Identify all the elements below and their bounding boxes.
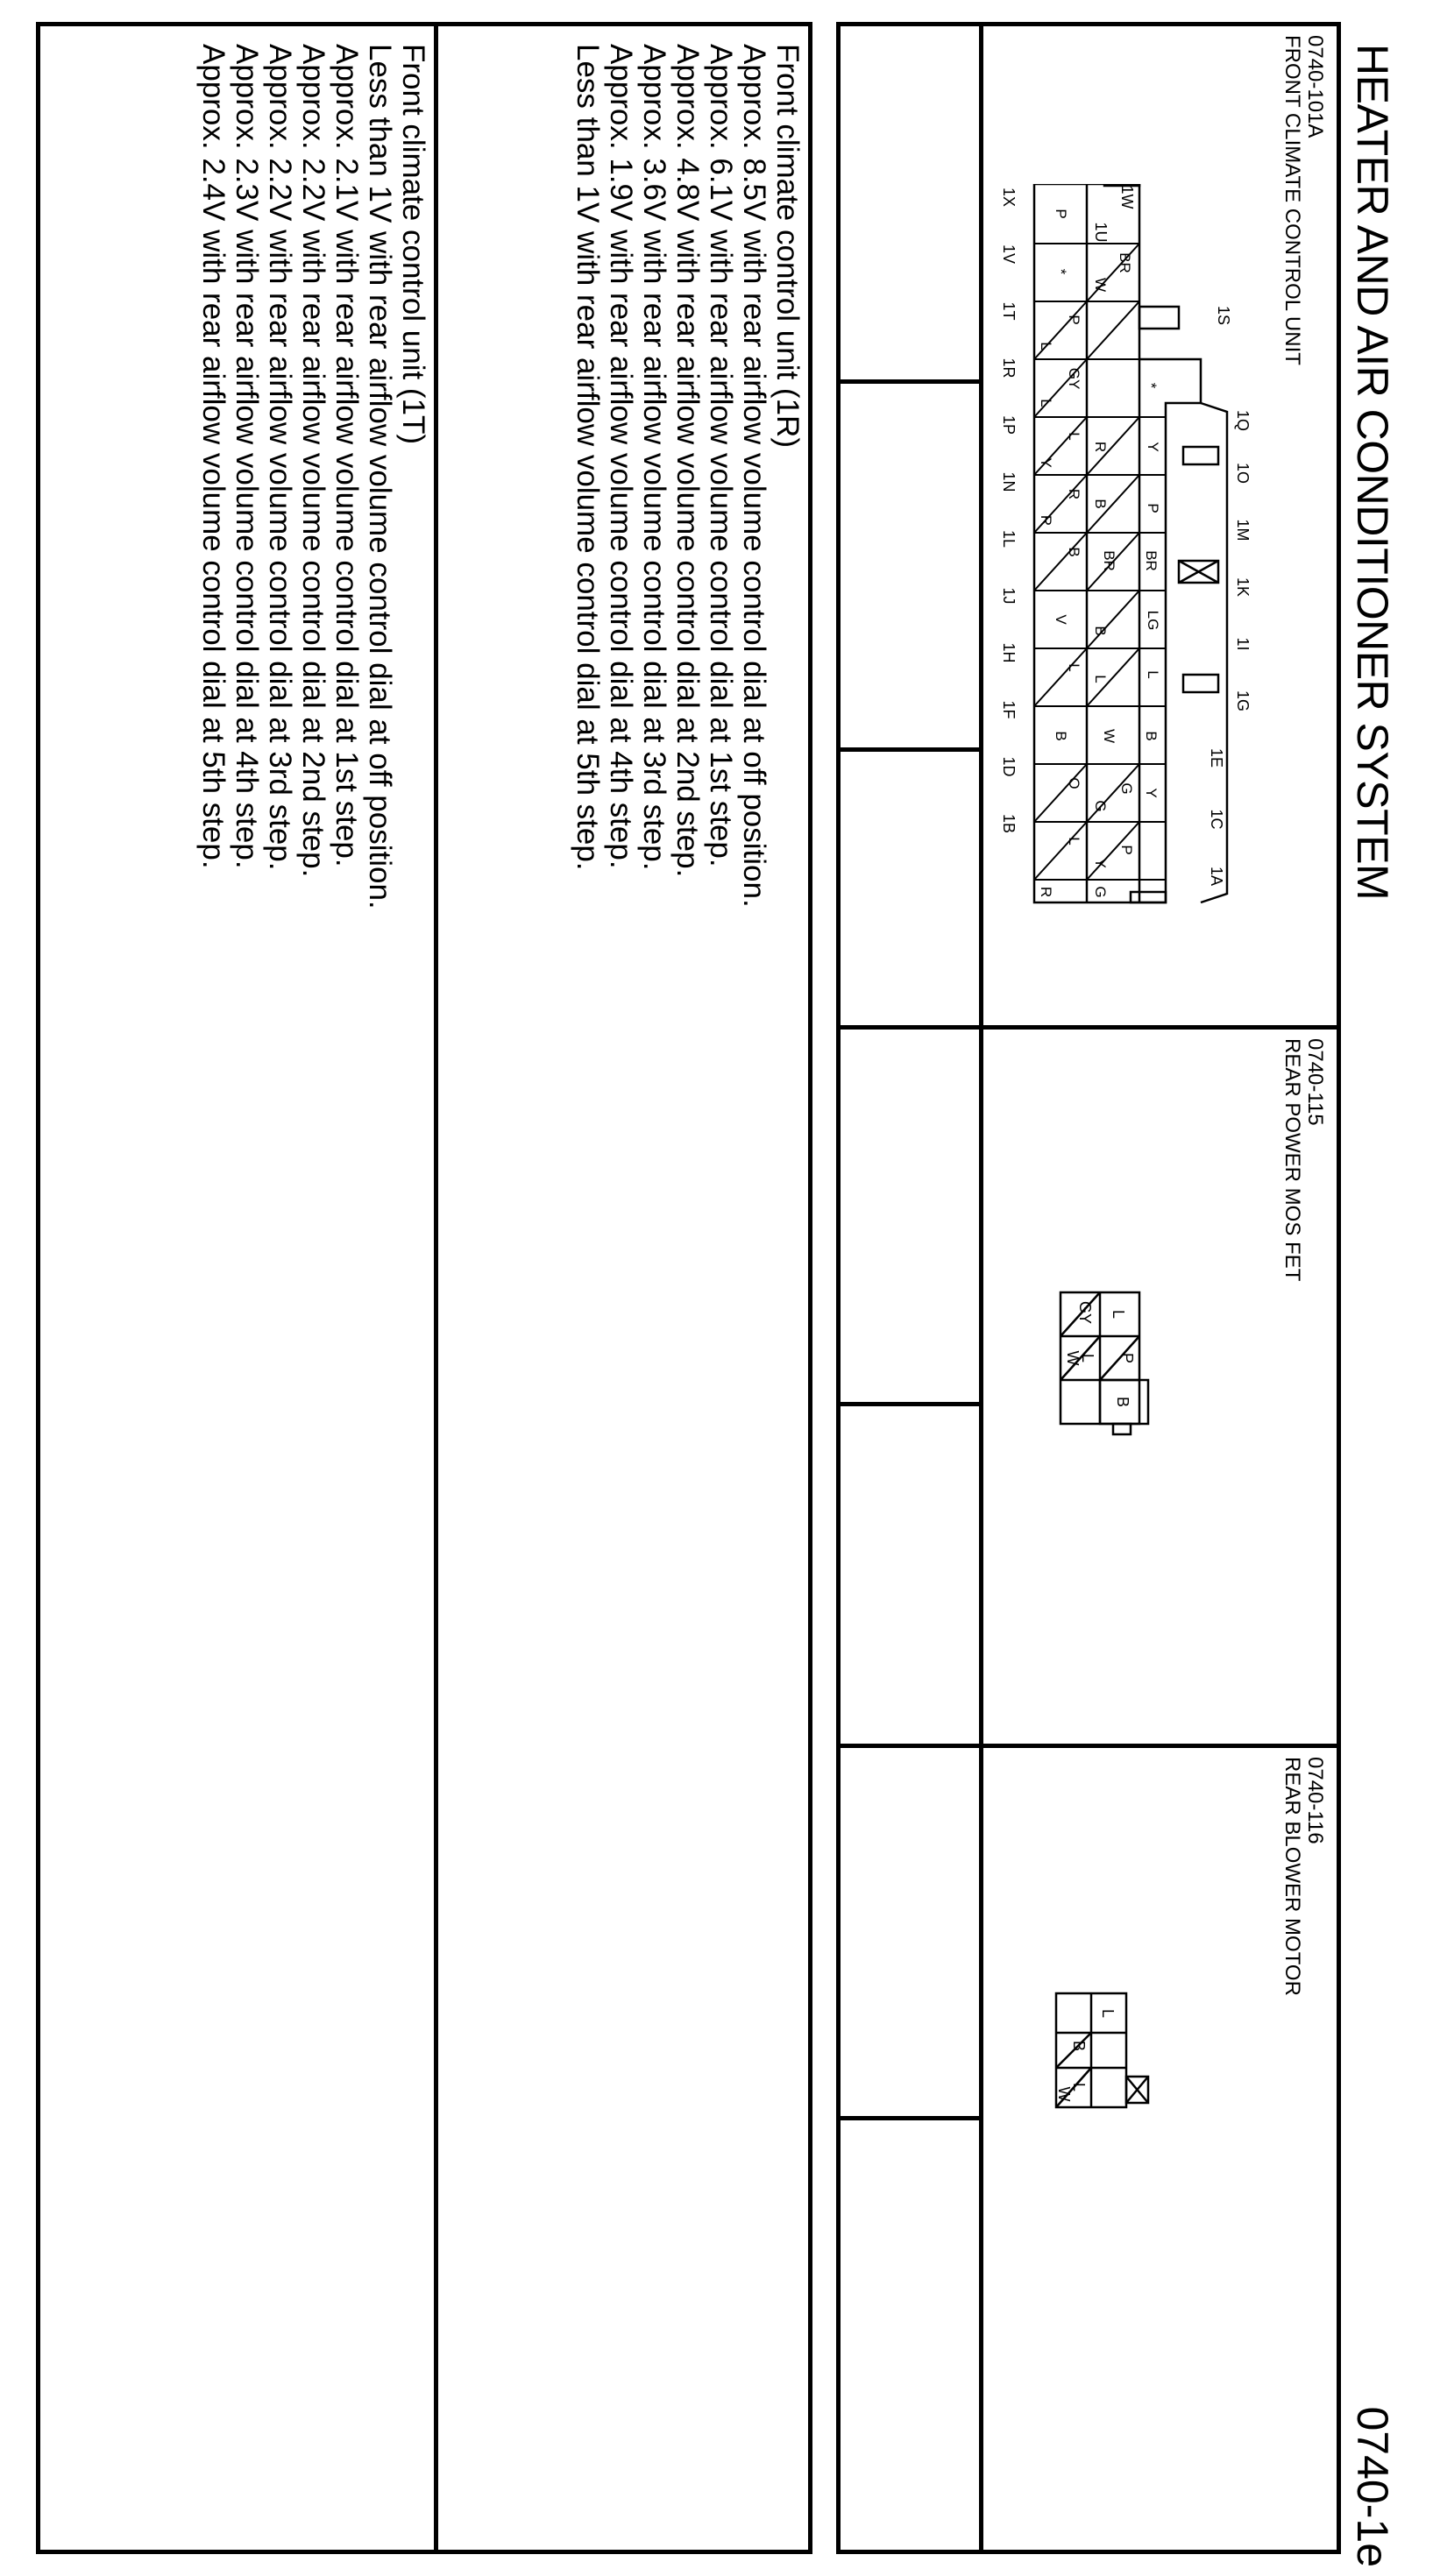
connector-table xyxy=(836,22,1341,2554)
wire-color: G xyxy=(1092,800,1109,812)
connector-code: 0740-101A xyxy=(1303,35,1327,138)
column-divider xyxy=(841,747,983,752)
column-divider xyxy=(841,379,983,384)
pin-number: 1I xyxy=(1234,637,1252,651)
wire-color: BR xyxy=(1143,550,1160,571)
wire-color: L xyxy=(1145,670,1161,679)
note-line: Approx. 2.2V with rear airflow volume control dial at 3rd step. xyxy=(263,44,297,871)
note-line: Approx. 3.6V with rear airflow volume control dial at 3rd step. xyxy=(637,44,671,871)
wire-color: BR xyxy=(1117,252,1133,273)
connector-name: REAR BLOWER MOTOR xyxy=(1280,1757,1304,1996)
pin-number: 1K xyxy=(1234,577,1252,598)
pin-number: 1L xyxy=(1000,529,1018,548)
wire-color: P xyxy=(1053,209,1069,219)
wire-color: Y xyxy=(1143,788,1160,798)
pin-number: 1S xyxy=(1215,305,1232,326)
column-divider xyxy=(841,1402,983,1406)
note-line: Approx. 8.5V with rear airflow volume control dial at off position. xyxy=(737,44,771,908)
wire-color: L xyxy=(1038,399,1054,407)
pin-number: 1F xyxy=(1000,700,1018,719)
wire-color: W xyxy=(1101,728,1117,744)
wire-color: Y xyxy=(1038,457,1054,468)
rear-blower-motor-connector xyxy=(1043,1989,1166,2164)
wire-color: B xyxy=(1066,547,1082,557)
wire-color: B xyxy=(1053,731,1069,741)
wire-color: W xyxy=(1064,1350,1082,1366)
pin-number: 1X xyxy=(1000,187,1018,208)
note-line: Approx. 2.4V with rear airflow volume control dial at 5th step. xyxy=(196,44,231,869)
table-divider xyxy=(979,26,983,2550)
pin-number: 1D xyxy=(1000,756,1018,777)
wire-color: B xyxy=(1070,2040,1088,2052)
wire-color: W xyxy=(1055,2086,1073,2102)
wire-color: W xyxy=(1092,277,1109,293)
wire-color: L xyxy=(1070,2082,1088,2092)
connector-name: FRONT CLIMATE CONTROL UNIT xyxy=(1280,35,1304,365)
wire-color: GY xyxy=(1076,1300,1094,1325)
wire-color: G xyxy=(1118,782,1135,795)
note-line: Approx. 2.1V with rear airflow volume control dial at 1st step. xyxy=(330,44,364,867)
wire-color: B xyxy=(1092,499,1109,509)
pin-number: 1R xyxy=(1000,357,1018,379)
wire-color: V xyxy=(1053,614,1069,625)
note-1R xyxy=(571,44,804,908)
wire-color: LG xyxy=(1145,610,1161,631)
wire-color: * xyxy=(1143,382,1160,389)
pin-number: 1B xyxy=(1000,813,1018,834)
wire-color: P xyxy=(1118,1352,1136,1364)
pin-number: 1T xyxy=(1000,301,1018,321)
note-line: Approx. 1.9V with rear airflow volume control dial at 4th step. xyxy=(604,44,638,869)
wire-color: L xyxy=(1092,675,1109,683)
wire-color: BR xyxy=(1101,550,1117,571)
pin-number: 1J xyxy=(1000,587,1018,605)
connector-code: 0740-115 xyxy=(1303,1038,1327,1126)
wire-color: L xyxy=(1066,837,1082,846)
wire-color: P xyxy=(1066,315,1082,325)
column-divider xyxy=(841,2116,983,2120)
note-heading: Front climate control unit (1R) xyxy=(770,44,805,448)
note-line: Approx. 6.1V with rear airflow volume control dial at 1st step. xyxy=(704,44,738,867)
pin-number: 1W xyxy=(1118,185,1136,209)
wire-color: B xyxy=(1092,626,1109,636)
column-divider xyxy=(841,1744,1337,1748)
wire-color: L xyxy=(1110,1309,1127,1320)
pin-number: 1N xyxy=(1000,471,1018,492)
wire-color: Y xyxy=(1092,858,1109,868)
pin-number: 1G xyxy=(1234,690,1252,712)
wire-color: O xyxy=(1066,777,1082,789)
notes-divider xyxy=(434,26,438,2550)
pin-number: 1C xyxy=(1208,809,1225,830)
wire-color: B xyxy=(1143,731,1160,741)
wire-color: L xyxy=(1066,663,1082,672)
pin-number: 1A xyxy=(1208,866,1225,887)
page-code: 0740-1e xyxy=(1348,2406,1397,2567)
wire-color: R xyxy=(1066,488,1082,500)
rear-power-mos-fet-connector xyxy=(1043,1288,1166,1463)
page-title: HEATER AND AIR CONDITIONER SYSTEM xyxy=(1348,44,1397,901)
wire-color: L xyxy=(1066,432,1082,441)
notes-table xyxy=(36,22,812,2554)
note-line: Less than 1V with rear airflow volume control dial at off position. xyxy=(363,44,397,909)
wire-color: Y xyxy=(1145,442,1161,452)
wire-color: GY xyxy=(1066,367,1082,390)
wire-color: P xyxy=(1118,845,1135,855)
wire-color: B xyxy=(1114,1396,1132,1408)
pin-number: 1E xyxy=(1208,747,1225,768)
note-line: Approx. 2.2V with rear airflow volume control dial at 2nd step. xyxy=(296,44,330,878)
wire-color: L xyxy=(1079,1353,1096,1363)
wire-color: R xyxy=(1092,441,1109,453)
pin-number: 1M xyxy=(1234,519,1252,541)
note-line: Approx. 4.8V with rear airflow volume control dial at 2nd step. xyxy=(670,44,705,878)
note-line: Approx. 2.3V with rear airflow volume control dial at 4th step. xyxy=(230,44,264,869)
front-climate-control-unit-connector xyxy=(990,184,1253,973)
wire-color: R xyxy=(1038,514,1054,527)
wire-color: R xyxy=(1038,886,1054,898)
wire-color: * xyxy=(1053,268,1069,275)
wire-color: L xyxy=(1038,342,1054,350)
wire-color: L xyxy=(1099,2008,1117,2019)
pin-number: 1Q xyxy=(1234,409,1252,432)
pin-number: 1P xyxy=(1000,414,1018,435)
pin-number: 1O xyxy=(1234,462,1252,485)
connector-label xyxy=(1280,1038,1326,1281)
wire-color: P xyxy=(1145,503,1161,513)
connector-code: 0740-116 xyxy=(1303,1757,1327,1844)
note-line: Less than 1V with rear airflow volume control dial at 5th step. xyxy=(571,44,605,871)
column-divider xyxy=(841,1025,1337,1030)
note-1T xyxy=(196,44,429,909)
connector-name: REAR POWER MOS FET xyxy=(1280,1038,1304,1282)
connector-label xyxy=(1280,1757,1326,1996)
note-heading: Front climate control unit (1T) xyxy=(396,44,430,445)
pin-number: 1U xyxy=(1092,222,1110,243)
connector-label xyxy=(1280,35,1326,365)
pin-number: 1H xyxy=(1000,642,1018,663)
wire-color: G xyxy=(1092,886,1109,898)
pin-number: 1V xyxy=(1000,244,1018,265)
